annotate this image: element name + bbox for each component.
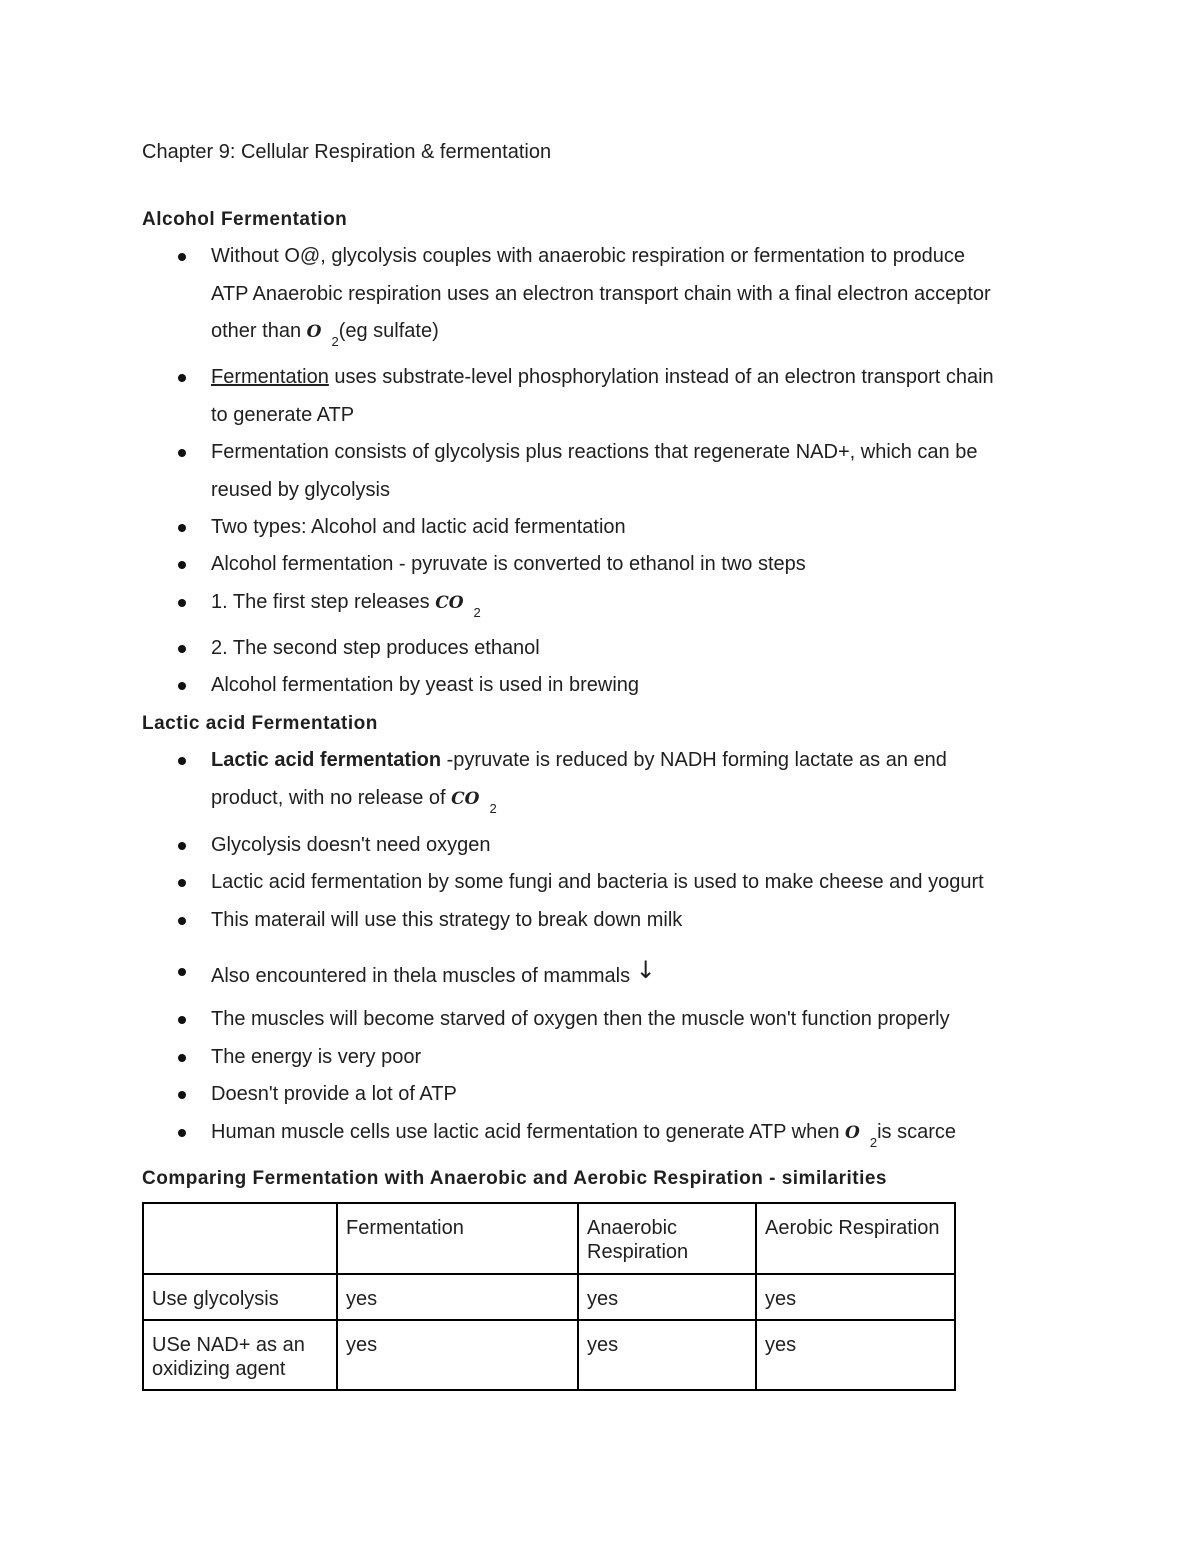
underlined-term: Fermentation [211, 366, 329, 388]
table-header-cell [143, 1203, 337, 1274]
bullet-text-continued: ATP Anaerobic respiration uses an electron transport chain with a final electron acceptor [211, 283, 991, 305]
table-header-cell: Anaerobic Respiration [578, 1203, 756, 1274]
bullet-text-continued [211, 787, 497, 816]
bullet-text: This materail will use this strategy to break down milk [211, 909, 683, 931]
math-subscript: 2 [489, 801, 497, 816]
math-subscript: 2 [869, 1135, 878, 1150]
bullet-icon [178, 645, 186, 653]
bullet-text: 2. The second step produces ethanol [211, 637, 540, 659]
bullet-text [211, 366, 994, 389]
bullet-text: The muscles will become starved of oxygen then the muscle won't function properly [211, 1008, 950, 1030]
page-title: Chapter 9: Cellular Respiration & fermentation [142, 141, 552, 163]
text-run: product, with no release of [211, 787, 446, 809]
bullet-text-continued: reused by glycolysis [211, 479, 390, 501]
bullet-icon [178, 524, 186, 532]
table-row [143, 1274, 955, 1320]
section-heading-lactic: Lactic acid Fermentation [142, 713, 378, 734]
bullet-text [211, 956, 656, 988]
table-cell: Use glycolysis [143, 1274, 337, 1320]
bullet-icon [178, 879, 186, 887]
bullet-text [211, 591, 481, 620]
bullet-icon [178, 682, 186, 690]
bullet-text: Without O@, glycolysis couples with anaerobic respiration or fermentation to produce [211, 245, 965, 267]
text-run: is scarce [877, 1121, 956, 1143]
math-symbol: CO [435, 593, 464, 613]
bullet-icon [178, 449, 186, 457]
bullet-icon [178, 968, 186, 976]
bullet-icon [178, 1054, 186, 1062]
bullet-text-continued [211, 320, 439, 349]
math-subscript: 2 [331, 334, 339, 349]
bullet-icon [178, 842, 186, 850]
bullet-text: Doesn't provide a lot of ATP [211, 1083, 457, 1105]
table-cell: USe NAD+ as an oxidizing agent [143, 1320, 337, 1390]
table-header-cell: Aerobic Respiration [756, 1203, 955, 1274]
text-run: Also encountered in thela muscles of mammals [211, 965, 631, 987]
bold-term: Lactic acid fermentation [211, 749, 442, 771]
bullet-icon [178, 757, 186, 765]
table-cell: yes [756, 1320, 955, 1390]
bullet-icon [178, 253, 186, 261]
text-run: Human muscle cells use lactic acid fermentation to generate ATP when [211, 1121, 840, 1143]
down-arrow-icon: ↓ [635, 956, 656, 984]
table-row [143, 1320, 955, 1390]
table-header-cell: Fermentation [337, 1203, 578, 1274]
bullet-icon [178, 1129, 186, 1137]
section-heading-comparing: Comparing Fermentation with Anaerobic and Aerobic Respiration - similarities [142, 1168, 887, 1189]
bullet-text-continued: to generate ATP [211, 404, 355, 426]
section-heading-alcohol: Alcohol Fermentation [142, 209, 348, 230]
bullet-text: Alcohol fermentation - pyruvate is converted to ethanol in two steps [211, 553, 806, 575]
text-run: 1. The first step releases [211, 591, 430, 613]
math-symbol: CO [451, 789, 480, 809]
bullet-text [211, 1121, 956, 1150]
bullet-text: The energy is very poor [211, 1046, 422, 1068]
bullet-icon [178, 599, 186, 607]
bullet-text: Glycolysis doesn't need oxygen [211, 834, 491, 856]
table-cell: yes [578, 1274, 756, 1320]
text-run: (eg sulfate) [338, 320, 439, 342]
bullet-icon [178, 374, 186, 382]
table-header-row [143, 1203, 955, 1274]
comparison-table [142, 1202, 956, 1391]
table-cell: yes [337, 1320, 578, 1390]
text-run: other than [211, 320, 302, 342]
text-run: -pyruvate is reduced by NADH forming lactate as an end [441, 749, 947, 771]
bullet-text: Alcohol fermentation by yeast is used in brewing [211, 674, 640, 696]
bullet-text: Two types: Alcohol and lactic acid fermentation [211, 516, 626, 538]
table-cell: yes [337, 1274, 578, 1320]
bullet-icon [178, 561, 186, 569]
bullet-text: Fermentation consists of glycolysis plus reactions that regenerate NAD+, which can be [211, 441, 978, 463]
bullet-icon [178, 1091, 186, 1099]
math-subscript: 2 [473, 605, 481, 620]
math-symbol: O [845, 1123, 860, 1143]
table-cell: yes [578, 1320, 756, 1390]
bullet-text [211, 749, 947, 772]
bullet-text: Lactic acid fermentation by some fungi and bacteria is used to make cheese and yogurt [211, 871, 984, 893]
bullet-icon [178, 1016, 186, 1024]
text-run: uses substrate-level phosphorylation instead of an electron transport chain [328, 366, 994, 388]
table-cell: yes [756, 1274, 955, 1320]
math-symbol: O [306, 322, 322, 342]
bullet-icon [178, 917, 186, 925]
